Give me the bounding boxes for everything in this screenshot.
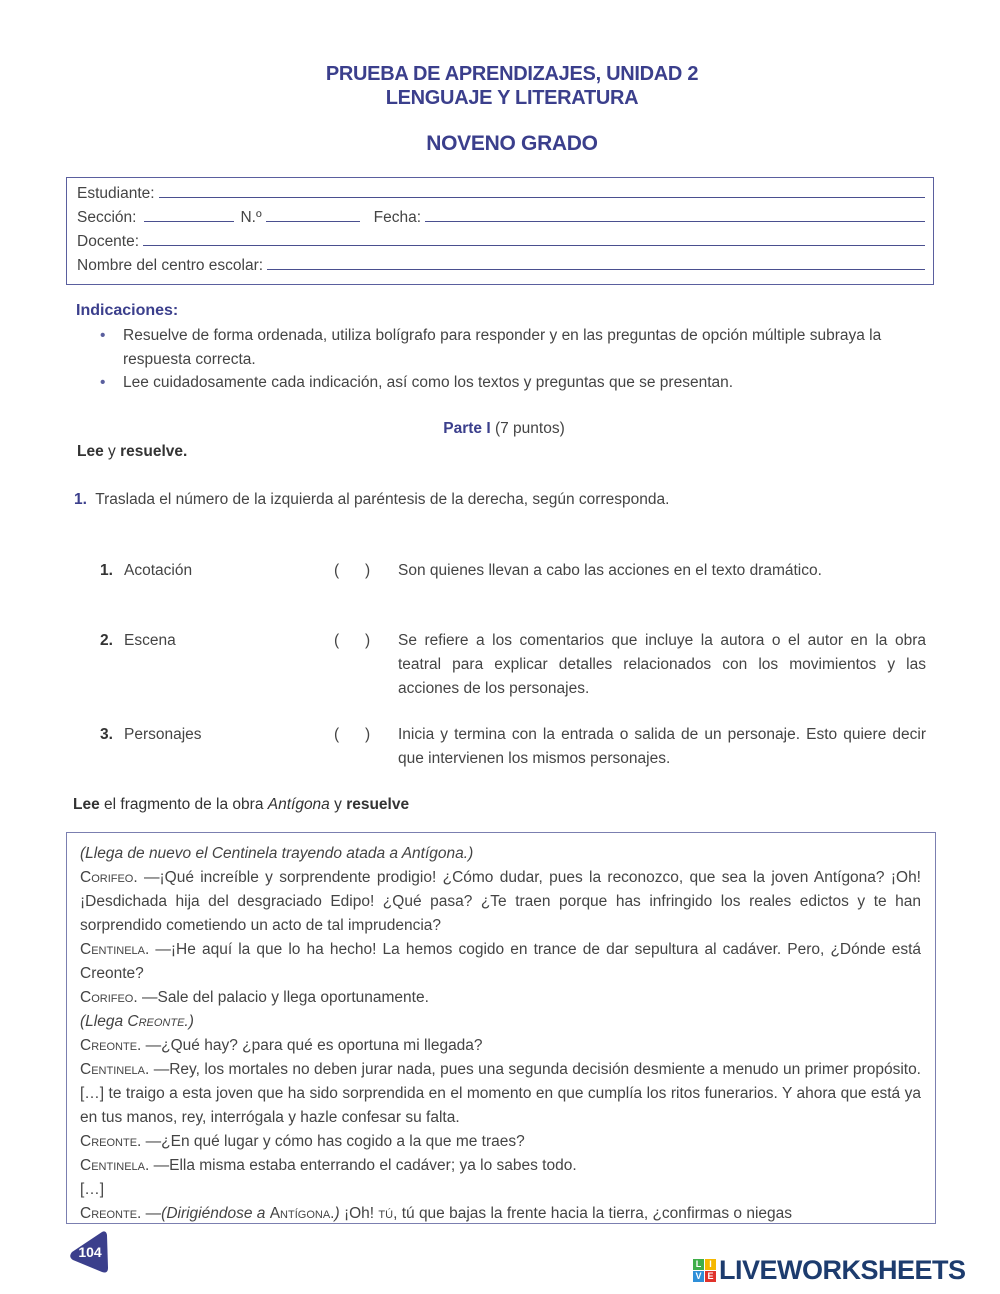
- lee-word: Lee: [73, 796, 100, 813]
- passage-paragraph: [80, 938, 921, 986]
- page-number-badge: [68, 1230, 110, 1274]
- passage-paragraph: [80, 1154, 921, 1178]
- question-text: Traslada el número de la izquierda al paréntesis de la derecha, según corresponda.: [95, 491, 670, 508]
- section-label: Sección:: [77, 209, 137, 226]
- passage-paragraph: [80, 1130, 921, 1154]
- item-number: 1.: [100, 562, 113, 579]
- dialogue-text: ¡Oh!: [339, 1205, 379, 1222]
- dialogue-text: , tú que bajas la frente hacia la tierra, ¿confirmas o niegas: [393, 1205, 792, 1222]
- stage-direction: ): [334, 1205, 340, 1222]
- work-title: Antígona: [267, 796, 330, 813]
- speaker-name: Antígona.: [269, 1205, 335, 1222]
- dialogue-text: —Rey, los mortales no deben jurar nada, pues una segunda decisión desmiente a menudo un primer propósito. […] te traigo a esta joven que ha sido sorprendida en el momento en que cumplía los ritos funerarios. Y ahora que está ya en tus manos, rey, interrógala y hazle confesar su falta.: [80, 1061, 921, 1126]
- logo-tile: E: [705, 1271, 716, 1282]
- bullet-icon: •: [100, 327, 106, 344]
- speaker-name: tú: [378, 1205, 394, 1222]
- passage-text: [80, 842, 921, 1224]
- y-word: y: [334, 796, 342, 813]
- stage-direction: (Dirigiéndose a: [161, 1205, 270, 1222]
- speaker-name: Centinela.: [80, 941, 150, 958]
- passage-paragraph: [80, 842, 921, 866]
- dialogue-text: —: [141, 1205, 162, 1222]
- logo-tile: V: [693, 1271, 704, 1282]
- bullet-icon: •: [100, 374, 106, 391]
- question-1: [74, 491, 669, 509]
- instruction-text: Resuelve de forma ordenada, utiliza bolígrafo para responder y en las preguntas de opción múltiple subraya la respuesta correcta.: [123, 327, 882, 368]
- lee-word: Lee: [77, 443, 104, 460]
- item-description: Son quienes llevan a cabo las acciones en el texto dramático.: [398, 562, 822, 579]
- speaker-name: Creonte.: [80, 1205, 142, 1222]
- read-and-solve: [77, 443, 187, 461]
- stage-direction: (Llega de nuevo el Centinela trayendo atada a Antígona.): [80, 845, 474, 862]
- date-label: Fecha:: [373, 209, 422, 226]
- instruction-item: [100, 324, 934, 371]
- passage-paragraph: [80, 866, 921, 938]
- part-points: (7 puntos): [494, 420, 565, 437]
- speaker-name: Creonte.: [80, 1037, 142, 1054]
- passage-box: [66, 832, 936, 1224]
- logo-icon: [693, 1259, 716, 1282]
- dialogue-text: —Ella misma estaba enterrando el cadáver; ya lo sabes todo.: [149, 1157, 577, 1174]
- date-field[interactable]: [425, 221, 925, 222]
- dialogue-text: […]: [80, 1181, 105, 1198]
- logo-text: LIVEWORKSHEETS: [719, 1254, 966, 1285]
- part-label: Parte I: [443, 420, 491, 437]
- item-term: Personajes: [124, 726, 202, 743]
- answer-parenthesis[interactable]: ( ): [334, 562, 371, 579]
- speaker-name: Creonte.: [127, 1013, 189, 1030]
- item-number: 3.: [100, 726, 113, 743]
- student-label: Estudiante:: [77, 185, 155, 202]
- resuelve-word: resuelve: [346, 796, 410, 813]
- item-number: 2.: [100, 632, 113, 649]
- logo-tile: I: [705, 1259, 716, 1270]
- instructions-list: [100, 324, 934, 395]
- dialogue-text: —¡He aquí la que lo ha hecho! La hemos cogido en trance de dar sepultura al cadáver. Pero, ¿Dónde está Creonte?: [80, 941, 921, 982]
- speaker-name: Corifeo.: [80, 989, 138, 1006]
- section-field[interactable]: [144, 221, 234, 222]
- school-field[interactable]: [267, 269, 925, 270]
- reading-mid: el fragmento de la obra: [104, 796, 264, 813]
- item-description: Inicia y termina con la entrada o salida de un personaje. Esto quiere decir que intervienen los mismos personajes.: [398, 726, 926, 767]
- logo-tile: L: [693, 1259, 704, 1270]
- item-description: Se refiere a los comentarios que incluye la autora o el autor en la obra teatral para explicar detalles relacionados con los movimientos y las acciones de los personajes.: [398, 632, 926, 697]
- instruction-text: Lee cuidadosamente cada indicación, así como los textos y preguntas que se presentan.: [123, 374, 734, 391]
- answer-parenthesis[interactable]: ( ): [334, 632, 371, 649]
- passage-paragraph: [80, 986, 921, 1010]
- stage-direction: (Llega: [80, 1013, 128, 1030]
- passage-paragraph: [80, 1058, 921, 1130]
- passage-paragraph: [80, 1010, 921, 1034]
- instruction-item: [100, 371, 934, 395]
- reading-instruction: [73, 796, 409, 814]
- number-label: N.º: [240, 209, 262, 226]
- school-label: Nombre del centro escolar:: [77, 257, 264, 274]
- student-info-box: [66, 177, 934, 285]
- dialogue-text: —¡Qué increíble y sorprendente prodigio! ¿Cómo dudar, pues la reconozco, que sea la joven Antígona? ¡Oh! ¡Desdichada hija del desgraciado Edipo! ¿Qué pasa? ¿Te traen porque has infringido los reales edictos y te han sorprendido cometiendo un acto de tal imprudencia?: [80, 869, 921, 934]
- part-heading: [0, 420, 1000, 438]
- passage-paragraph: [80, 1034, 921, 1058]
- stage-direction: ): [188, 1013, 194, 1030]
- student-field[interactable]: [159, 197, 925, 198]
- dialogue-text: —Sale del palacio y llega oportunamente.: [137, 989, 429, 1006]
- resuelve-word: resuelve.: [120, 443, 188, 460]
- grade-title: NOVENO GRADO: [426, 132, 598, 155]
- passage-paragraph: [80, 1178, 921, 1202]
- item-term: Escena: [124, 632, 176, 649]
- item-term: Acotación: [124, 562, 193, 579]
- teacher-field[interactable]: [143, 245, 925, 246]
- speaker-name: Centinela.: [80, 1061, 150, 1078]
- passage-paragraph: [80, 1202, 921, 1224]
- speaker-name: Centinela.: [80, 1157, 150, 1174]
- speaker-name: Creonte.: [80, 1133, 142, 1150]
- speaker-name: Corifeo.: [80, 869, 138, 886]
- teacher-label: Docente:: [77, 233, 140, 250]
- dialogue-text: —¿En qué lugar y cómo has cogido a la que me traes?: [141, 1133, 525, 1150]
- instructions-title: Indicaciones:: [76, 302, 179, 319]
- question-number: 1.: [74, 491, 87, 508]
- title-line-2: LENGUAJE Y LITERATURA: [385, 87, 639, 109]
- title-line-1: PRUEBA DE APRENDIZAJES, UNIDAD 2: [325, 63, 699, 85]
- page-number: 104: [78, 1244, 102, 1260]
- dialogue-text: —¿Qué hay? ¿para qué es oportuna mi llegada?: [141, 1037, 483, 1054]
- answer-parenthesis[interactable]: ( ): [334, 726, 371, 743]
- y-word: y: [108, 443, 116, 460]
- number-field[interactable]: [266, 221, 360, 222]
- liveworksheets-logo: [693, 1256, 966, 1284]
